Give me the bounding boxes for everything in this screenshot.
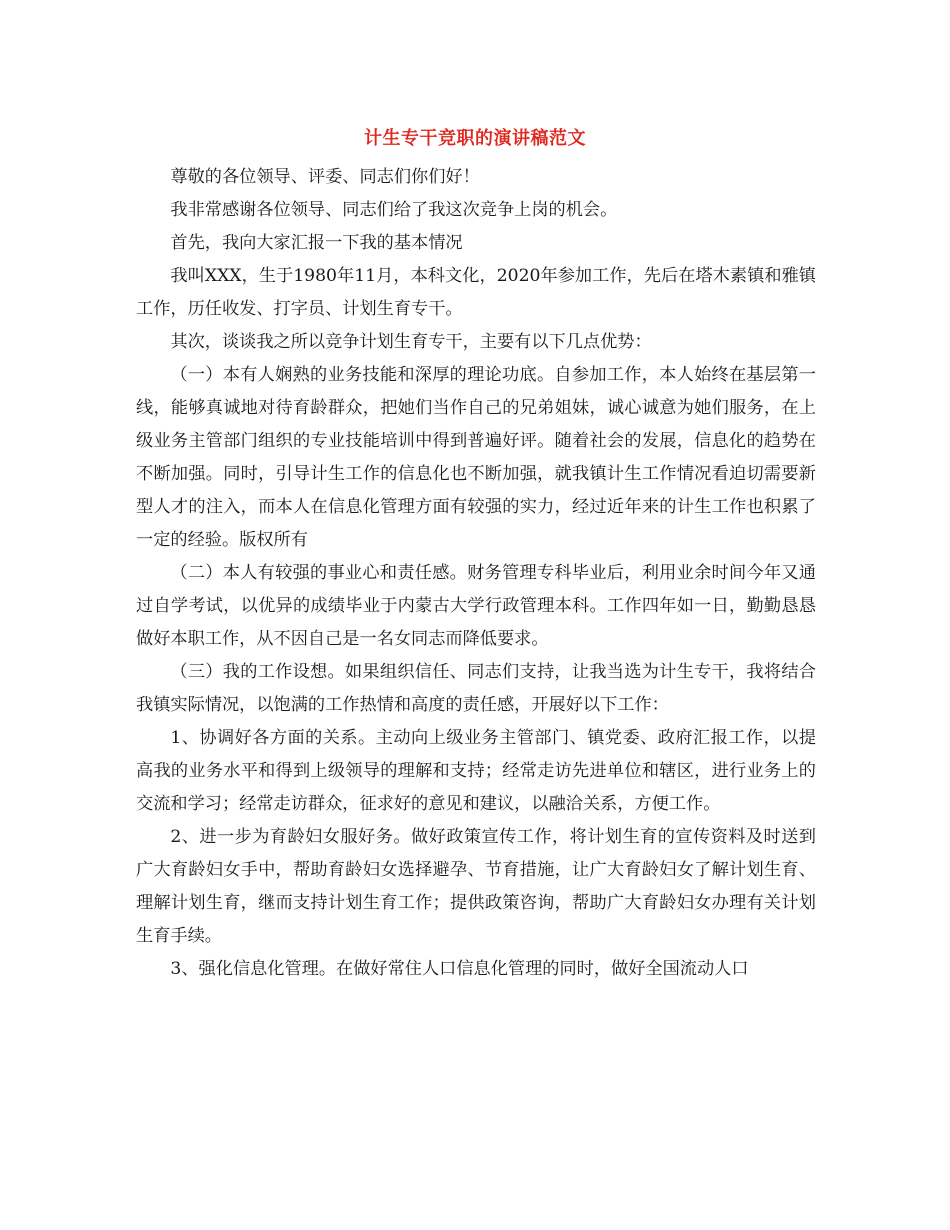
- paragraph-greeting: 尊敬的各位领导、评委、同志们你们好！: [170, 167, 480, 187]
- paragraph-advantage-one: （一）本有人娴熟的业务技能和深厚的理论功底。自参加工作，本人始终在基层第一线，能够真诚地对待育龄群众，把她们当作自己的兄弟姐妹，诚心诚意为她们服务，在上级业务主管部门组织的专业技能培训中得到普遍好评。随着社会的发展，信息化的趋势在不断加强。同时，引导计生工作的信息化也不断加强，就我镇计生工作情况看迫切需要新型人才的注入，而本人在信息化管理方面有较强的实力，经过近年来的计生工作也积累了一定的经验。版权所有: [136, 365, 816, 550]
- paragraph-plan-item-3: 3、强化信息化管理。在做好常住人口信息化管理的同时，做好全国流动人口: [170, 959, 749, 979]
- paragraph-work-plan: （三）我的工作设想。如果组织信任、同志们支持，让我当选为计生专干，我将结合我镇实际情况，以饱满的工作热情和高度的责任感，开展好以下工作：: [136, 662, 816, 715]
- paragraph-advantage-two: （二）本人有较强的事业心和责任感。财务管理专科毕业后，利用业余时间今年又通过自学考试，以优异的成绩毕业于内蒙古大学行政管理本科。工作四年如一日，勤勤恳恳做好本职工作，从不因自己是一名女同志而降低要求。: [136, 563, 816, 649]
- document-body: [136, 161, 816, 986]
- document-title: 计生专干竞职的演讲稿范文: [364, 128, 586, 149]
- paragraph-plan-item-1: 1、协调好各方面的关系。主动向上级业务主管部门、镇党委、政府汇报工作，以提高我的业务水平和得到上级领导的理解和支持；经常走访先进单位和辖区，进行业务上的交流和学习；经常走访群众，征求好的意见和建议，以融洽关系，方便工作。: [136, 728, 816, 814]
- paragraph-intro: 首先，我向大家汇报一下我的基本情况: [170, 233, 463, 253]
- paragraph-plan-item-2: 2、进一步为育龄妇女服好务。做好政策宣传工作，将计划生育的宣传资料及时送到广大育龄妇女手中，帮助育龄妇女选择避孕、节育措施，让广大育龄妇女了解计划生育、理解计划生育，继而支持计划生育工作；提供政策咨询，帮助广大育龄妇女办理有关计划生育手续。: [136, 827, 816, 946]
- paragraph-basic-info: 我叫XXX，生于1980年11月，本科文化，2020年参加工作，先后在塔木素镇和雅镇工作，历任收发、打字员、计划生育专干。: [136, 266, 816, 319]
- paragraph-advantages-intro: 其次，谈谈我之所以竞争计划生育专干，主要有以下几点优势：: [170, 332, 652, 352]
- paragraph-thanks: 我非常感谢各位领导、同志们给了我这次竞争上岗的机会。: [170, 200, 618, 220]
